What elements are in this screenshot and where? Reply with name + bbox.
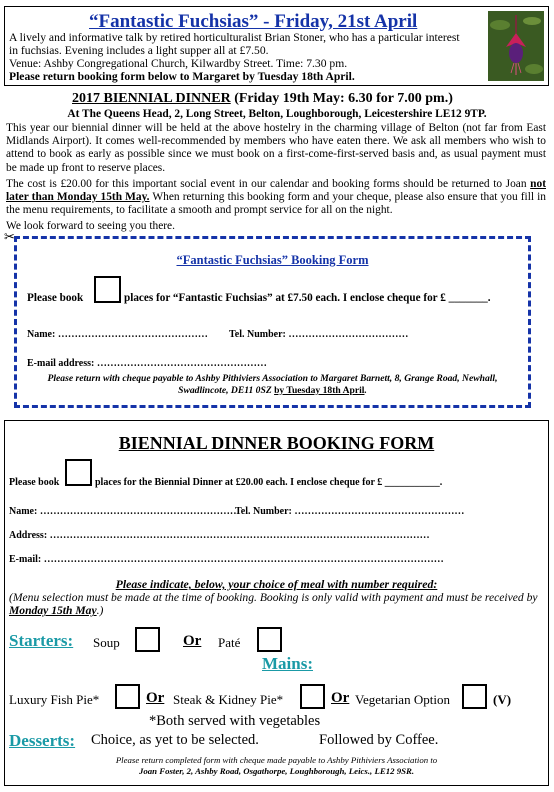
- biennial-tel-field[interactable]: Tel. Number: ……………………………………………: [235, 506, 465, 517]
- biennial-places-input[interactable]: [65, 459, 92, 486]
- fuchsias-name-field[interactable]: Name: ………………………………………: [27, 329, 208, 340]
- fuchsias-return-address: Swadlincote, DE11 0SZ: [178, 385, 275, 396]
- steak-pie-quantity-box[interactable]: [300, 684, 325, 709]
- fuchsias-return-line-2: [17, 385, 528, 397]
- soup-label: Soup: [93, 635, 120, 650]
- biennial-address-field[interactable]: Address: ……………………………………………………………………………………………………: [9, 530, 430, 541]
- biennial-booking-form: [4, 420, 549, 786]
- fuchsias-desc-line-1: A lively and informative talk by retired horticulturalist Brian Stoner, who has a particular interest: [9, 31, 460, 44]
- dinner-title: [72, 91, 453, 107]
- fuchsias-return-note: Please return booking form below to Margaret by Tuesday 18th April.: [9, 70, 355, 83]
- vegetarian-quantity-box[interactable]: [462, 684, 487, 709]
- biennial-places-text: places for the Biennial Dinner at £20.00 each. I enclose cheque for £ ___________.: [95, 477, 443, 488]
- or-text: Or: [331, 690, 350, 706]
- biennial-form-title: BIENNIAL DINNER BOOKING FORM: [118, 433, 435, 453]
- fuchsias-venue: Venue: Ashby Congregational Church, Kilwardby Street. Time: 7.30 pm.: [9, 57, 348, 70]
- vegetarian-v-mark: (V): [493, 692, 512, 707]
- fuchsias-return-deadline: by Tuesday 18th April: [274, 385, 365, 396]
- fuchsias-return-line-1: Please return with cheque payable to Ashby Pithiviers Association to Margaret Barnett, 8, Grange Road, Newhall,: [47, 373, 498, 384]
- biennial-email-field[interactable]: E-mail: …………………………………………………………………………………………………………: [9, 554, 444, 565]
- coffee-text: Followed by Coffee.: [319, 732, 439, 748]
- closing-line: We look forward to seeing you there.: [6, 220, 175, 232]
- dinner-title-time: (Friday 19th May: 6.30 for 7.00 pm.): [230, 91, 453, 106]
- biennial-name-field[interactable]: Name: ……………………………………………………: [9, 506, 240, 517]
- pate-quantity-box[interactable]: [257, 627, 282, 652]
- both-served-note: *Both served with vegetables: [149, 713, 321, 729]
- fuchsias-email-field[interactable]: E-mail address: ……………………………………………: [27, 358, 267, 369]
- fuchsias-form-title: “Fantastic Fuchsias” Booking Form: [176, 253, 369, 267]
- fuchsias-announcement: [4, 6, 549, 86]
- fuchsias-please-book: Please book: [27, 292, 84, 304]
- menu-note-text: (Menu selection must be made at the time of booking. Booking is only valid with payment and must be received by: [9, 591, 538, 604]
- fuchsias-places-text: places for “Fantastic Fuchsias” at £7.50 each. I enclose cheque for £ _______.: [124, 292, 491, 304]
- fish-pie-quantity-box[interactable]: [115, 684, 140, 709]
- dessert-choice-text: Choice, as yet to be selected.: [91, 732, 259, 748]
- dinner-paragraph-1: This year our biennial dinner will be held at the above hostelry in the charming village of Belton (not far from East Midlands Airport). It comes well-recommended by members who have eaten there. We ask all members who wish to attend to book as early as possible since we must book on a first-come-first-served basis and, as usual payment must be made up front to reserve places.: [6, 122, 546, 174]
- fuchsias-return-period: .: [364, 385, 367, 396]
- menu-selection-note: [9, 591, 544, 618]
- dinner-title-main: 2017 BIENNIAL DINNER: [72, 91, 231, 106]
- para2-text-a: The cost is £20.00 for this important social event in our calendar and booking forms should be returned to Joan: [6, 178, 531, 190]
- para2-text-c: When returning this booking form and your cheque, please also ensure that you fill in the menu requirements, to facilitate a smooth and prompt service for all on the night.: [6, 191, 546, 217]
- dinner-address: At The Queens Head, 2, Long Street, Belton, Loughborough, Leicestershire LE12 9TP.: [67, 108, 487, 120]
- or-text: Or: [183, 633, 202, 649]
- fuchsias-title: “Fantastic Fuchsias” - Friday, 21st April: [89, 11, 418, 32]
- fuchsias-desc-line-2: in fuchsias. Evening includes a light supper all at £7.50.: [9, 44, 269, 57]
- deadline-text: not later than Monday 15th May.: [6, 178, 546, 204]
- fuchsias-tel-field[interactable]: Tel. Number: ………………………………: [229, 329, 409, 340]
- scissors-icon: ✂: [4, 229, 15, 244]
- biennial-return-line-1: Please return completed form with cheque made payable to Ashby Pithiviers Association to: [115, 755, 438, 765]
- biennial-please-book: Please book: [9, 477, 60, 488]
- pate-label: Paté: [218, 635, 241, 650]
- menu-note-deadline: Monday 15th May: [9, 604, 97, 618]
- meal-choice-heading: Please indicate, below, your choice of meal with number required:: [115, 577, 438, 591]
- desserts-label: Desserts:: [9, 731, 76, 750]
- mains-label: Mains:: [262, 654, 313, 673]
- fuchsias-places-input[interactable]: [94, 276, 121, 303]
- fuchsia-flower-image: [488, 11, 544, 81]
- starters-label: Starters:: [9, 631, 74, 650]
- menu-note-end: .): [96, 604, 104, 618]
- dinner-paragraph-2: [6, 178, 546, 218]
- soup-quantity-box[interactable]: [135, 627, 160, 652]
- biennial-return-address: Joan Foster, 2, Ashby Road, Osgathorpe, Loughborough, Leics., LE12 9SR.: [138, 766, 415, 776]
- fish-pie-label: Luxury Fish Pie*: [9, 692, 100, 707]
- steak-pie-label: Steak & Kidney Pie*: [173, 692, 284, 707]
- or-text: Or: [146, 690, 165, 706]
- biennial-return-note: [5, 755, 548, 777]
- vegetarian-label: Vegetarian Option: [355, 692, 450, 707]
- fuchsias-booking-form: [14, 236, 531, 408]
